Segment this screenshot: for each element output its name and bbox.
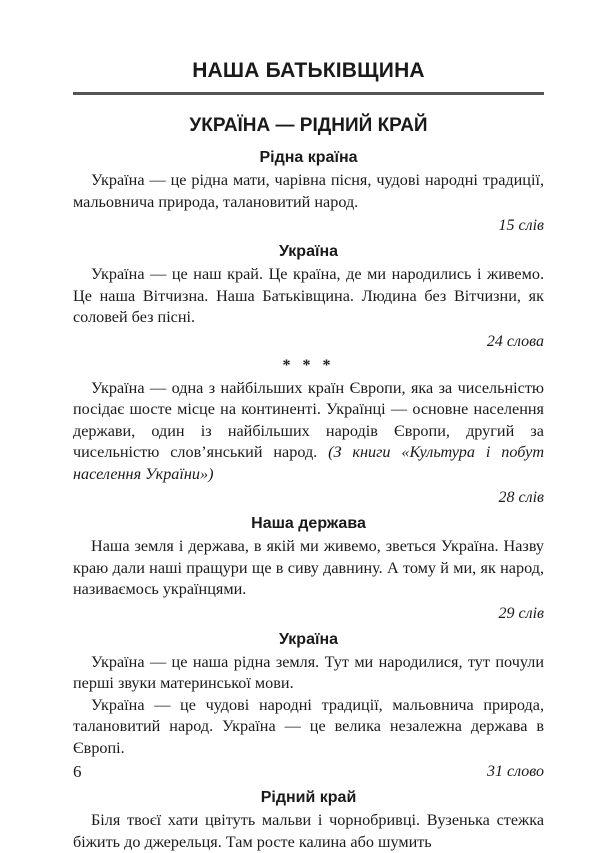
word-count: 28 слів xyxy=(498,489,544,506)
chapter-divider xyxy=(73,92,544,95)
word-count: 24 слова xyxy=(486,332,544,350)
text-title-ukraina-2: Україна xyxy=(278,630,339,648)
text-title-ridnyi-krai: Рідний край xyxy=(260,789,357,806)
paragraph: Україна — це рідна мати, чарівна пісня, чудові народні традиції, мальовнича природа, талановитий народ. xyxy=(73,171,544,211)
paragraph-text: Україна — одна з найбільших країн Європи, яка за чисельністю посідає шосте місце на континенті. Українці — основне населення держави, один із найбільших народів Європи, другий за чисельністю слов’янський народ. xyxy=(73,378,544,461)
paragraph: Україна — це наш край. Це країна, де ми народились і живемо. Це наша Вітчизна. Наша Батьківщина. Людина без Вітчизни, як соловей без пісні. xyxy=(73,265,544,326)
paragraph: Україна — це чудові народні традиції, мальовнича природа, талановитий народ. Україна — це велика незалежна держава в Європі. xyxy=(73,695,544,757)
page-content xyxy=(73,0,544,853)
paragraph: Біля твоєї хати цвітуть мальви і чорнобривці. Вузенька стежка біжить до джерельця. Там росте калина або шумить xyxy=(73,811,544,851)
paragraph: Україна — це наша рідна земля. Тут ми народилися, тут почули перші звуки материнської мови. xyxy=(73,652,544,692)
word-count: 15 слів xyxy=(498,217,544,234)
asterisk-separator: * * * xyxy=(282,356,335,374)
text-title-ridna-kraina: Рідна країна xyxy=(259,149,358,166)
section-title: УКРАЇНА — РІДНИЙ КРАЙ xyxy=(189,115,428,136)
text-title-nasha-derzhava: Наша держава xyxy=(251,515,366,532)
page-number: 6 xyxy=(73,762,82,781)
chapter-title: НАША БАТЬКІВЩИНА xyxy=(192,59,425,82)
word-count: 29 слів xyxy=(498,604,544,622)
paragraph xyxy=(73,378,544,486)
citation: (З книги «Культура і побут населення України») xyxy=(73,443,545,483)
paragraph: Наша земля і держава, в якій ми живемо, зветься Україна. Назву краю дали наші пращури ще в сиву давнину. А тому й ми, як народ, називаємось українцями. xyxy=(73,537,544,598)
text-title-ukraina: Україна xyxy=(278,243,339,260)
word-count: 31 слово xyxy=(486,763,544,780)
